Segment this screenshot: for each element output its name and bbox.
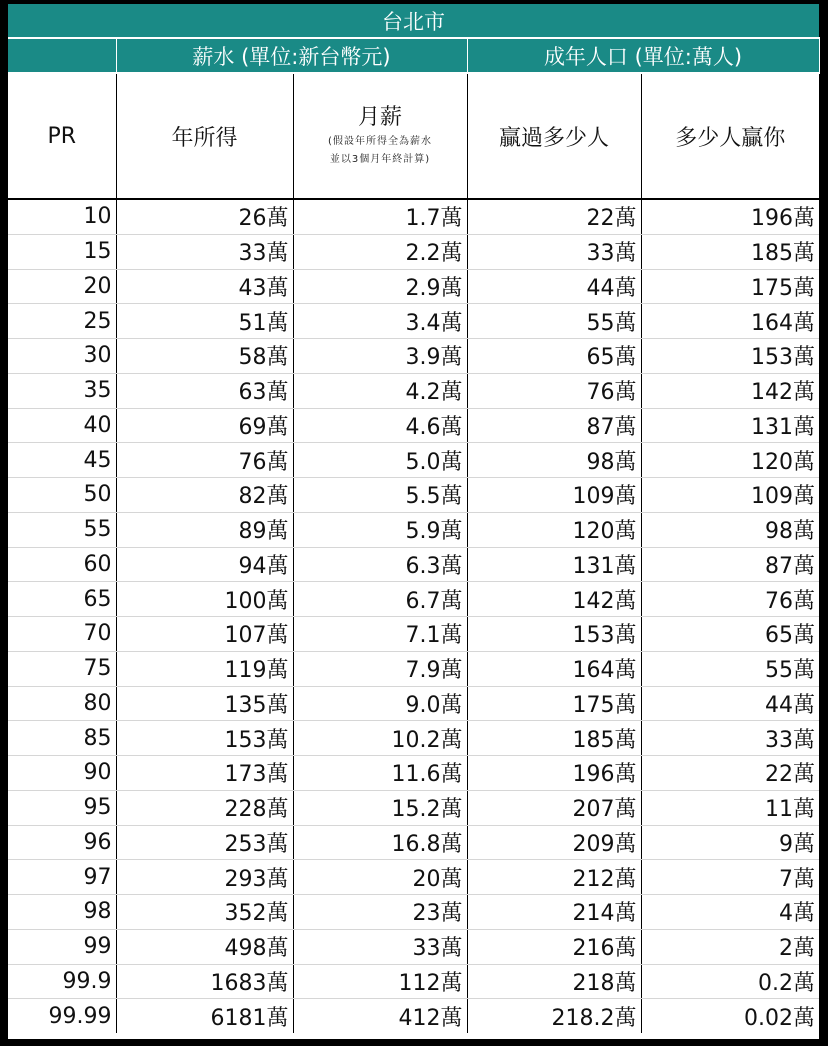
table-row [8, 790, 819, 825]
cell-people-beaten: 76萬 [467, 373, 641, 408]
cell-people-ahead: 196萬 [641, 199, 819, 234]
table-row [8, 339, 819, 374]
cell-pr: 30 [8, 339, 116, 374]
cell-annual-income: 173萬 [116, 756, 293, 791]
table-row [8, 304, 819, 339]
cell-monthly-salary: 2.9萬 [293, 269, 467, 304]
cell-monthly-salary: 412萬 [293, 999, 467, 1033]
cell-pr: 85 [8, 721, 116, 756]
cell-annual-income: 63萬 [116, 373, 293, 408]
cell-pr: 98 [8, 895, 116, 930]
cell-monthly-salary: 6.7萬 [293, 582, 467, 617]
cell-monthly-salary: 9.0萬 [293, 686, 467, 721]
cell-people-beaten: 65萬 [467, 339, 641, 374]
table-row [8, 860, 819, 895]
cell-pr: 95 [8, 790, 116, 825]
cell-annual-income: 1683萬 [116, 964, 293, 999]
monthly-salary-note-line-1: (假設年所得全為薪水 [328, 136, 432, 147]
column-header-people-beaten: 贏過多少人 [467, 73, 641, 199]
cell-people-beaten: 109萬 [467, 478, 641, 513]
cell-people-ahead: 153萬 [641, 339, 819, 374]
cell-people-ahead: 4萬 [641, 895, 819, 930]
cell-pr: 35 [8, 373, 116, 408]
cell-people-ahead: 55萬 [641, 651, 819, 686]
cell-monthly-salary: 16.8萬 [293, 825, 467, 860]
cell-pr: 15 [8, 234, 116, 269]
table-row [8, 547, 819, 582]
cell-annual-income: 69萬 [116, 408, 293, 443]
table-row [8, 895, 819, 930]
cell-people-ahead: 2萬 [641, 929, 819, 964]
cell-people-beaten: 214萬 [467, 895, 641, 930]
cell-annual-income: 153萬 [116, 721, 293, 756]
cell-annual-income: 228萬 [116, 790, 293, 825]
cell-monthly-salary: 20萬 [293, 860, 467, 895]
cell-people-beaten: 131萬 [467, 547, 641, 582]
cell-annual-income: 253萬 [116, 825, 293, 860]
table-row [8, 999, 819, 1033]
table-row [8, 929, 819, 964]
cell-people-beaten: 218萬 [467, 964, 641, 999]
cell-monthly-salary: 4.2萬 [293, 373, 467, 408]
cell-pr: 50 [8, 478, 116, 513]
cell-pr: 90 [8, 756, 116, 791]
cell-people-ahead: 7萬 [641, 860, 819, 895]
cell-monthly-salary: 7.9萬 [293, 651, 467, 686]
cell-annual-income: 293萬 [116, 860, 293, 895]
table-row [8, 617, 819, 652]
title-row [8, 4, 819, 38]
column-header-annual-income: 年所得 [116, 73, 293, 199]
cell-people-beaten: 120萬 [467, 512, 641, 547]
cell-people-beaten: 142萬 [467, 582, 641, 617]
cell-annual-income: 51萬 [116, 304, 293, 339]
cell-annual-income: 58萬 [116, 339, 293, 374]
table-body [8, 199, 819, 1033]
cell-people-beaten: 55萬 [467, 304, 641, 339]
cell-pr: 99 [8, 929, 116, 964]
salary-percentile-table-frame [8, 4, 819, 1039]
cell-people-ahead: 44萬 [641, 686, 819, 721]
cell-annual-income: 6181萬 [116, 999, 293, 1033]
cell-annual-income: 76萬 [116, 443, 293, 478]
cell-people-ahead: 22萬 [641, 756, 819, 791]
cell-people-ahead: 185萬 [641, 234, 819, 269]
cell-people-beaten: 207萬 [467, 790, 641, 825]
cell-monthly-salary: 6.3萬 [293, 547, 467, 582]
group-header-population: 成年人口 (單位:萬人) [467, 38, 819, 73]
cell-people-beaten: 164萬 [467, 651, 641, 686]
group-header-row [8, 38, 819, 73]
cell-monthly-salary: 5.5萬 [293, 478, 467, 513]
cell-annual-income: 43萬 [116, 269, 293, 304]
cell-pr: 10 [8, 199, 116, 234]
group-header-salary: 薪水 (單位:新台幣元) [116, 38, 467, 73]
cell-people-ahead: 11萬 [641, 790, 819, 825]
cell-annual-income: 135萬 [116, 686, 293, 721]
cell-people-ahead: 65萬 [641, 617, 819, 652]
cell-people-ahead: 0.2萬 [641, 964, 819, 999]
group-header-blank [8, 38, 116, 73]
cell-monthly-salary: 1.7萬 [293, 199, 467, 234]
cell-people-beaten: 218.2萬 [467, 999, 641, 1033]
cell-people-beaten: 22萬 [467, 199, 641, 234]
cell-monthly-salary: 10.2萬 [293, 721, 467, 756]
cell-annual-income: 33萬 [116, 234, 293, 269]
cell-pr: 96 [8, 825, 116, 860]
table-row [8, 964, 819, 999]
cell-pr: 20 [8, 269, 116, 304]
table-row [8, 651, 819, 686]
table-title: 台北市 [8, 4, 819, 38]
cell-pr: 97 [8, 860, 116, 895]
table-row [8, 825, 819, 860]
cell-people-ahead: 76萬 [641, 582, 819, 617]
table-row [8, 199, 819, 234]
cell-monthly-salary: 5.9萬 [293, 512, 467, 547]
cell-people-ahead: 0.02萬 [744, 1005, 816, 1031]
table-row [8, 686, 819, 721]
monthly-salary-label: 月薪 [357, 105, 402, 130]
cell-people-beaten: 87萬 [467, 408, 641, 443]
cell-annual-income: 94萬 [116, 547, 293, 582]
cell-pr: 99.9 [8, 964, 116, 999]
cell-annual-income: 82萬 [116, 478, 293, 513]
cell-annual-income: 352萬 [116, 895, 293, 930]
table-row [8, 478, 819, 513]
cell-monthly-salary: 11.6萬 [293, 756, 467, 791]
table-row [8, 234, 819, 269]
cell-people-ahead: 98萬 [641, 512, 819, 547]
cell-people-beaten: 153萬 [467, 617, 641, 652]
cell-people-ahead: 164萬 [641, 304, 819, 339]
table-row [8, 756, 819, 791]
cell-people-beaten: 196萬 [467, 756, 641, 791]
cell-people-ahead: 120萬 [641, 443, 819, 478]
cell-people-beaten: 33萬 [467, 234, 641, 269]
column-header-monthly-salary [293, 73, 467, 199]
cell-annual-income: 107萬 [116, 617, 293, 652]
column-header-people-ahead: 多少人贏你 [641, 73, 819, 199]
cell-pr: 40 [8, 408, 116, 443]
cell-people-ahead: 9萬 [641, 825, 819, 860]
column-header-pr: PR [8, 73, 116, 199]
cell-monthly-salary: 33萬 [293, 929, 467, 964]
column-header-row [8, 73, 819, 199]
cell-monthly-salary: 5.0萬 [293, 443, 467, 478]
cell-people-ahead: 33萬 [641, 721, 819, 756]
cell-monthly-salary: 3.9萬 [293, 339, 467, 374]
cell-pr: 25 [8, 304, 116, 339]
cell-monthly-salary: 112萬 [293, 964, 467, 999]
cell-people-ahead: 109萬 [641, 478, 819, 513]
cell-people-ahead: 131萬 [641, 408, 819, 443]
cell-monthly-salary: 2.2萬 [293, 234, 467, 269]
cell-pr: 45 [8, 443, 116, 478]
cell-people-beaten: 44萬 [467, 269, 641, 304]
table-row [8, 512, 819, 547]
cell-monthly-salary: 3.4萬 [293, 304, 467, 339]
cell-annual-income: 89萬 [116, 512, 293, 547]
cell-pr: 60 [8, 547, 116, 582]
cell-people-beaten: 216萬 [467, 929, 641, 964]
table-row [8, 408, 819, 443]
cell-pr: 70 [8, 617, 116, 652]
cell-people-beaten: 212萬 [467, 860, 641, 895]
cell-people-beaten: 185萬 [467, 721, 641, 756]
cell-pr: 80 [8, 686, 116, 721]
cell-monthly-salary: 15.2萬 [293, 790, 467, 825]
cell-annual-income: 119萬 [116, 651, 293, 686]
table-row [8, 269, 819, 304]
salary-percentile-table [8, 4, 820, 1033]
cell-pr: 99.99 [8, 999, 116, 1033]
cell-pr: 65 [8, 582, 116, 617]
table-row [8, 721, 819, 756]
cell-pr: 75 [8, 651, 116, 686]
cell-pr: 55 [8, 512, 116, 547]
cell-people-beaten: 98萬 [467, 443, 641, 478]
cell-annual-income: 498萬 [116, 929, 293, 964]
cell-monthly-salary: 23萬 [293, 895, 467, 930]
cell-people-ahead: 87萬 [641, 547, 819, 582]
cell-people-beaten: 209萬 [467, 825, 641, 860]
table-row [8, 582, 819, 617]
cell-annual-income: 100萬 [116, 582, 293, 617]
table-row [8, 443, 819, 478]
table-row [8, 373, 819, 408]
cell-monthly-salary: 4.6萬 [293, 408, 467, 443]
cell-monthly-salary: 7.1萬 [293, 617, 467, 652]
cell-people-ahead: 142萬 [641, 373, 819, 408]
cell-people-ahead: 175萬 [641, 269, 819, 304]
monthly-salary-note-line-2: 並以3個月年終計算) [329, 154, 431, 165]
cell-annual-income: 26萬 [116, 199, 293, 234]
cell-people-beaten: 175萬 [467, 686, 641, 721]
